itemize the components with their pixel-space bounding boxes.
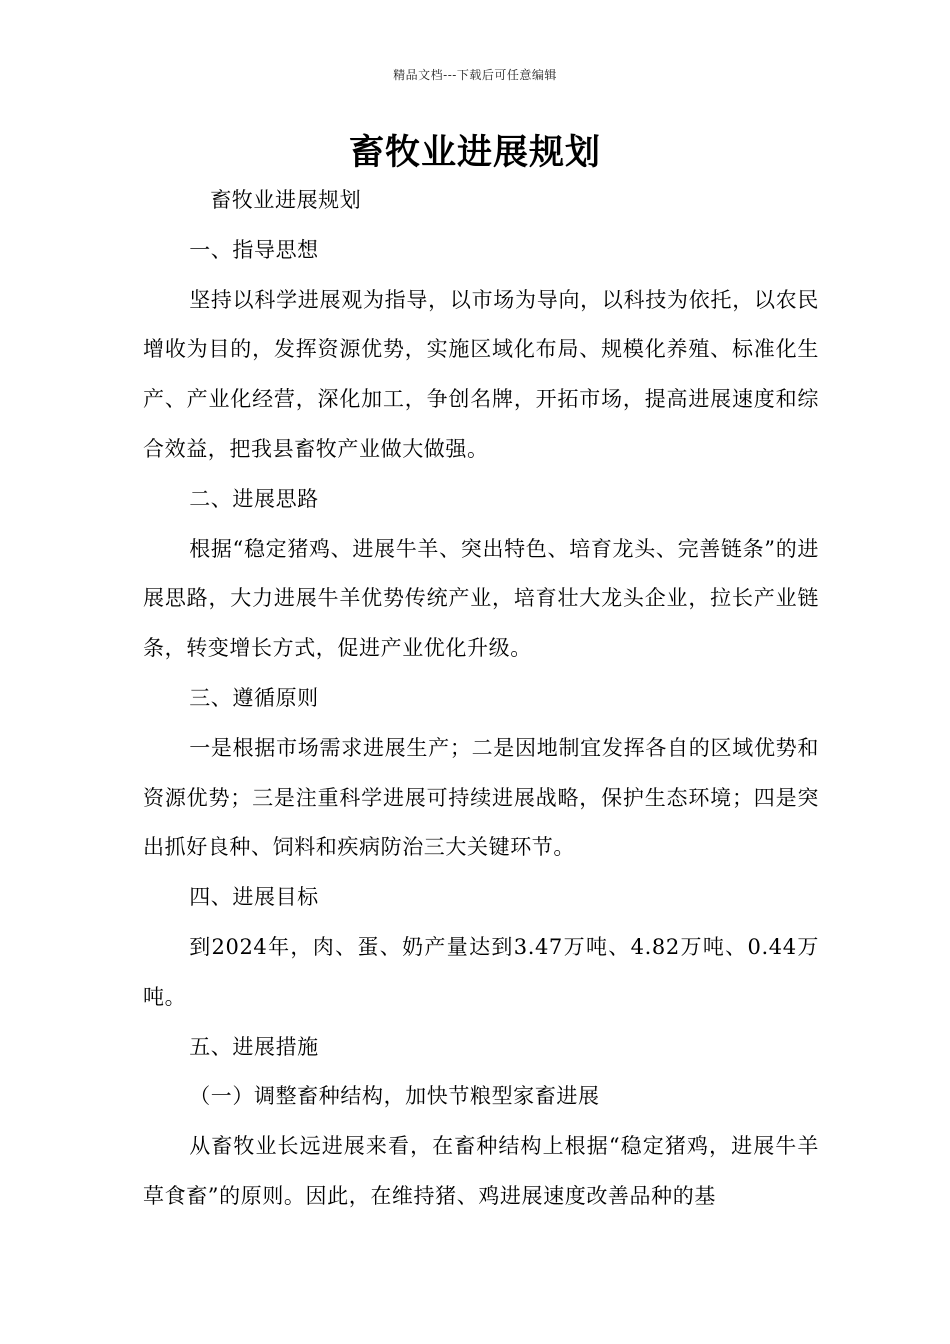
document-title: 畜牧业进展规划 (348, 132, 601, 173)
subsection-heading: （一）调整畜种结构，加快节粮型家畜进展 (189, 1084, 600, 1109)
section-heading-development-ideas: 二、进展思路 (189, 486, 319, 511)
body-paragraph: 到2024年，肉、蛋、奶产量达到3.47万吨、4.82万吨、0.44万吨。 (143, 934, 819, 1009)
section-heading-targets: 四、进展目标 (189, 885, 319, 910)
header-note: 精品文档---下载后可任意编辑 (393, 68, 557, 82)
body-paragraph: 坚持以科学进展观为指导，以市场为导向，以科技为依托，以农民增收为目的，发挥资源优势，实施区域化布局、规模化养殖、标准化生产、产业化经营，深化加工，争创名牌，开拓市场，提高进展速度和综合效益，把我县畜牧产业做大做强。 (143, 287, 819, 461)
section-heading-principles: 三、遵循原则 (189, 685, 319, 710)
body-paragraph: 从畜牧业长远进展来看，在畜种结构上根据“稳定猪鸡，进展牛羊草食畜”的原则。因此，在维持猪、鸡进展速度改善品种的基 (143, 1134, 819, 1208)
section-heading-guiding-ideology: 一、指导思想 (189, 237, 319, 262)
document-body (143, 176, 819, 1222)
body-paragraph: 一是根据市场需求进展生产；二是因地制宜发挥各自的区域优势和资源优势；三是注重科学进展可持续进展战略，保护生态环境；四是突出抓好良种、饲料和疾病防治三大关键环节。 (143, 735, 819, 860)
section-heading-measures: 五、进展措施 (189, 1034, 319, 1059)
subtitle-paragraph: 畜牧业进展规划 (210, 188, 362, 212)
body-paragraph: 根据“稳定猪鸡、进展牛羊、突出特色、培育龙头、完善链条”的进展思路，大力进展牛羊优势传统产业，培育壮大龙头企业，拉长产业链条，转变增长方式，促进产业优化升级。 (143, 536, 819, 661)
